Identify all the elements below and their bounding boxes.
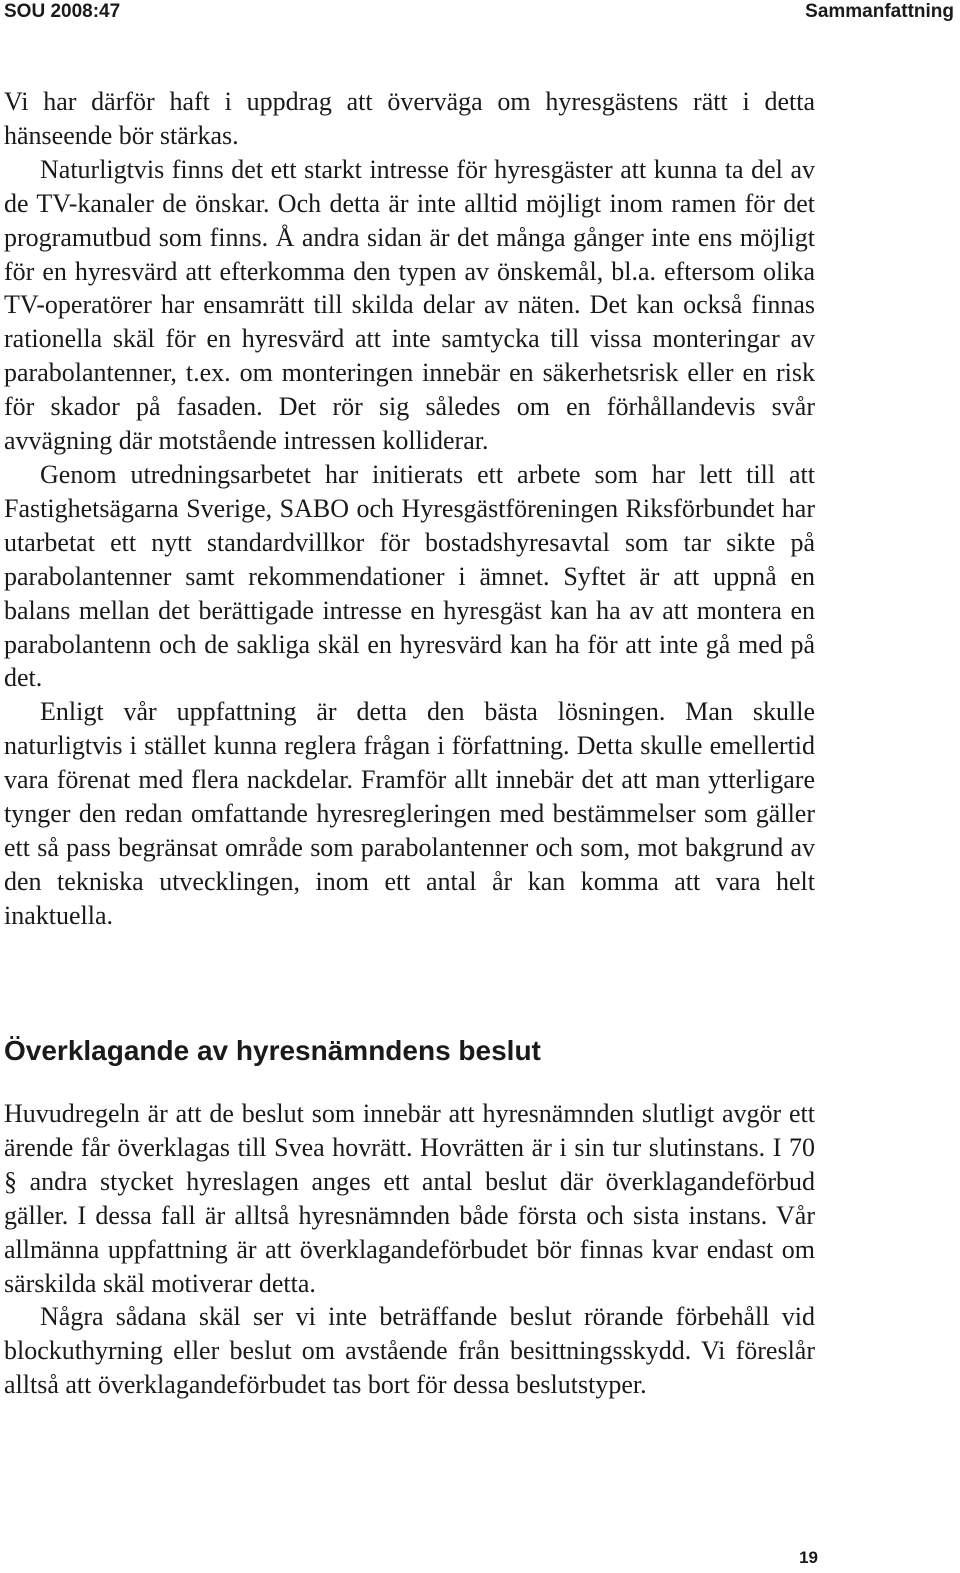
paragraph: Huvudregeln är att de beslut som innebär att hyresnämnden slutligt avgör ett ärende får överklagas till Svea hovrätt. Hovrätten är i sin tur slutinstans. I 70 § andra stycket hyreslagen anges ett antal beslut där överklagandeförbud gäller. I dessa fall är alltså hyresnämnden både första och sista instans. Vår allmänna uppfattning är att överklagandeförbudet bör finnas kvar endast om särskilda skäl motiverar detta. bbox=[4, 1099, 815, 1298]
paragraph: Några sådana skäl ser vi inte beträffande beslut rörande förbehåll vid blockuthyrning eller beslut om avstående från besittningsskydd. Vi föreslår alltså att överklagandeförbudet tas bort för dessa beslutstyper. bbox=[4, 1302, 815, 1400]
section-heading: Överklagande av hyresnämndens beslut bbox=[4, 1035, 541, 1066]
paragraph: Vi har därför haft i uppdrag att överväga om hyresgästens rätt i detta hänseende bör stärkas. bbox=[4, 87, 815, 150]
paragraph: Enligt vår uppfattning är detta den bästa lösningen. Man skulle naturligtvis i stället kunna reglera frågan i författning. Detta skulle emellertid vara förenat med flera nackdelar. Framför allt innebär det att man ytterligare tynger den redan omfattande hyresregleringen med bestämmelser som gäller ett så pass begränsat område som parabolantenner och som, mot bakgrund av den tekniska utvecklingen, inom ett antal år kan komma att vara helt inaktuella. bbox=[4, 697, 815, 930]
body-section-2 bbox=[4, 1097, 815, 1402]
section-label: Sammanfattning bbox=[805, 1, 954, 22]
body-section-1 bbox=[4, 85, 815, 933]
page-header bbox=[0, 0, 960, 28]
page-number: 19 bbox=[799, 1548, 818, 1567]
paragraph: Naturligtvis finns det ett starkt intresse för hyresgäster att kunna ta del av de TV-kanaler de önskar. Och detta är inte alltid möjligt inom ramen för det programutbud som finns. Å andra sidan är det många gånger inte ens möjligt för en hyresvärd att efterkomma den typen av önskemål, bl.a. eftersom olika TV-operatörer har ensamrätt till skilda delar av näten. Det kan också finnas rationella skäl för en hyresvärd att inte samtycka till vissa monteringar av parabolantenner, t.ex. om monteringen innebär en säkerhetsrisk eller en risk för skador på fasaden. Det rör sig således om en förhållandevis svår avvägning där motstående intressen kolliderar. bbox=[4, 154, 815, 456]
document-id: SOU 2008:47 bbox=[4, 1, 121, 22]
paragraph: Genom utredningsarbetet har initierats ett arbete som har lett till att Fastighetsägarna Sverige, SABO och Hyresgästföreningen Riksförbundet har utarbetat ett nytt standardvillkor för bostadshyresavtal som tar sikte på parabolantenner samt rekommendationer i ämnet. Syftet är att uppnå en balans mellan det berättigade intresse en hyresgäst kan ha av att montera en parabolantenn och de sakliga skäl en hyresvärd kan ha för att inte gå med på det. bbox=[4, 459, 815, 693]
